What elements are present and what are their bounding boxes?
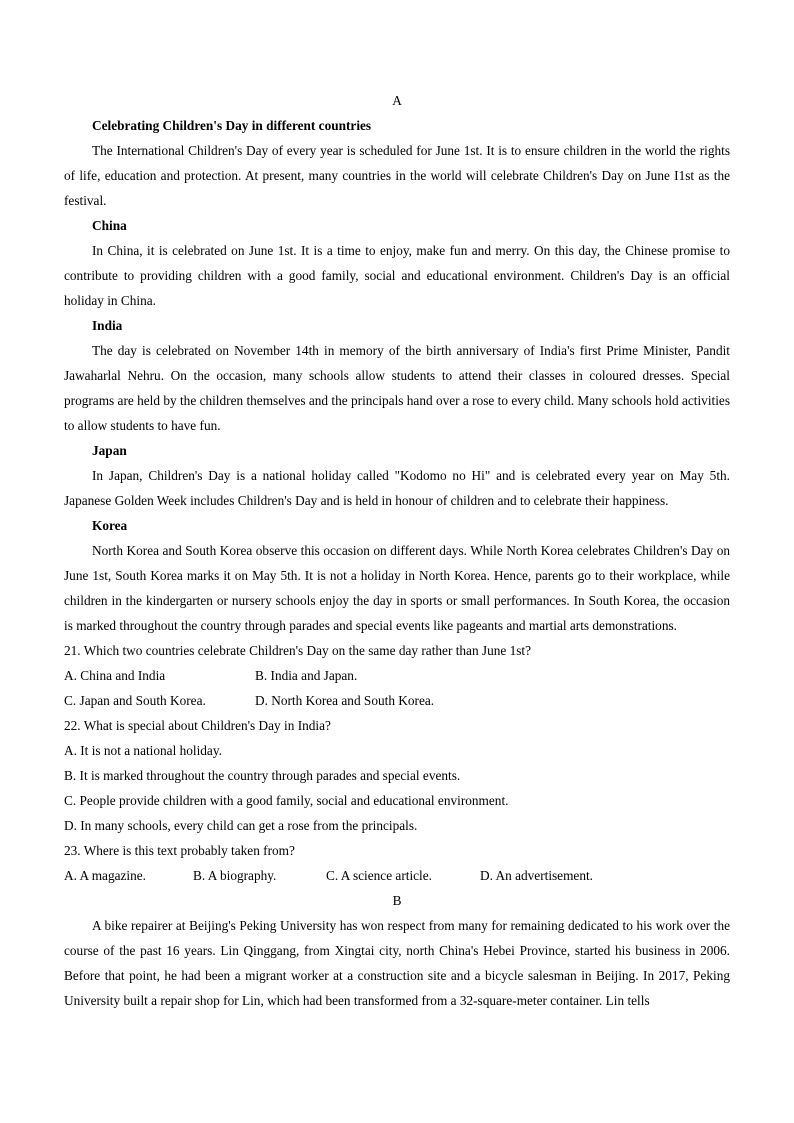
section-heading-japan: Japan bbox=[92, 443, 127, 458]
question-23-options-row bbox=[64, 863, 730, 888]
question-23-stem: 23. Where is this text probably taken from? bbox=[64, 843, 295, 858]
passage-a-intro: The International Children's Day of every year is scheduled for June 1st. It is to ensure children in the world the rights of life, education and protection. At present, many countries in the world will celebrate Children's Day on June I1st as the festival. bbox=[64, 143, 730, 208]
question-21-option-d: D. North Korea and South Korea. bbox=[255, 693, 435, 708]
passage-b-text: A bike repairer at Beijing's Peking University has won respect from many for remaining dedicated to his work over the course of the past 16 years. Lin Qinggang, from Xingtai city, north China's Hebei Province, started his business in 2006. Before that point, he had been a migrant worker at a construction site and a bicycle salesman in Beijing. In 2017, Peking University built a repair shop for Lin, which had been transformed from a 32-square-meter container. Lin tells bbox=[64, 918, 730, 1008]
passage-a-title: Celebrating Children's Day in different countries bbox=[92, 118, 372, 133]
question-21-options-row-1 bbox=[64, 663, 730, 688]
question-21-option-a: A. China and India bbox=[64, 668, 166, 683]
section-heading-china: China bbox=[92, 218, 127, 233]
section-text-china: In China, it is celebrated on June 1st. It is a time to enjoy, make fun and merry. On this day, the Chinese promise to contribute to providing children with a good family, social and educational environment. Children's Day is an official holiday in China. bbox=[64, 243, 730, 308]
question-21-options-row-2 bbox=[64, 688, 730, 713]
question-21-option-b: B. India and Japan. bbox=[255, 668, 358, 683]
section-text-japan: In Japan, Children's Day is a national holiday called "Kodomo no Hi" and is celebrated every year on May 5th. Japanese Golden Week includes Children's Day and is held in honour of children and to celebrate their happiness. bbox=[64, 468, 730, 508]
question-23-option-c: C. A science article. bbox=[326, 868, 432, 883]
passage-a-letter: A bbox=[392, 93, 402, 108]
section-text-india: The day is celebrated on November 14th in memory of the birth anniversary of India's first Prime Minister, Pandit Jawaharlal Nehru. On the occasion, many schools allow students to attend their classes in coloured dresses. Special programs are held by the children themselves and the principals hand over a rose to every child. Many schools hold activities to allow students to have fun. bbox=[64, 343, 730, 433]
question-23-option-a: A. A magazine. bbox=[64, 868, 146, 883]
question-22-option-a: A. It is not a national holiday. bbox=[64, 743, 222, 758]
question-22-option-d: D. In many schools, every child can get a rose from the principals. bbox=[64, 818, 418, 833]
passage-b-letter: B bbox=[392, 893, 402, 908]
question-22-option-c: C. People provide children with a good family, social and educational environment. bbox=[64, 793, 509, 808]
question-23-option-d: D. An advertisement. bbox=[480, 868, 593, 883]
question-21-stem: 21. Which two countries celebrate Children's Day on the same day rather than June 1st? bbox=[64, 643, 532, 658]
section-text-korea: North Korea and South Korea observe this occasion on different days. While North Korea celebrates Children's Day on June 1st, South Korea marks it on May 5th. It is not a holiday in North Korea. Hence, parents go to their workplace, while children in the kindergarten or nursery schools enjoy the day in sports or small performances. In South Korea, the occasion is marked throughout the country through parades and special events like pageants and martial arts demonstrations. bbox=[64, 543, 730, 633]
question-23-option-b: B. A biography. bbox=[193, 868, 277, 883]
section-heading-korea: Korea bbox=[92, 518, 128, 533]
question-21-option-c: C. Japan and South Korea. bbox=[64, 693, 206, 708]
question-22-stem: 22. What is special about Children's Day in India? bbox=[64, 718, 331, 733]
section-heading-india: India bbox=[92, 318, 123, 333]
question-22-option-b: B. It is marked throughout the country through parades and special events. bbox=[64, 768, 461, 783]
document-page bbox=[64, 88, 730, 1013]
